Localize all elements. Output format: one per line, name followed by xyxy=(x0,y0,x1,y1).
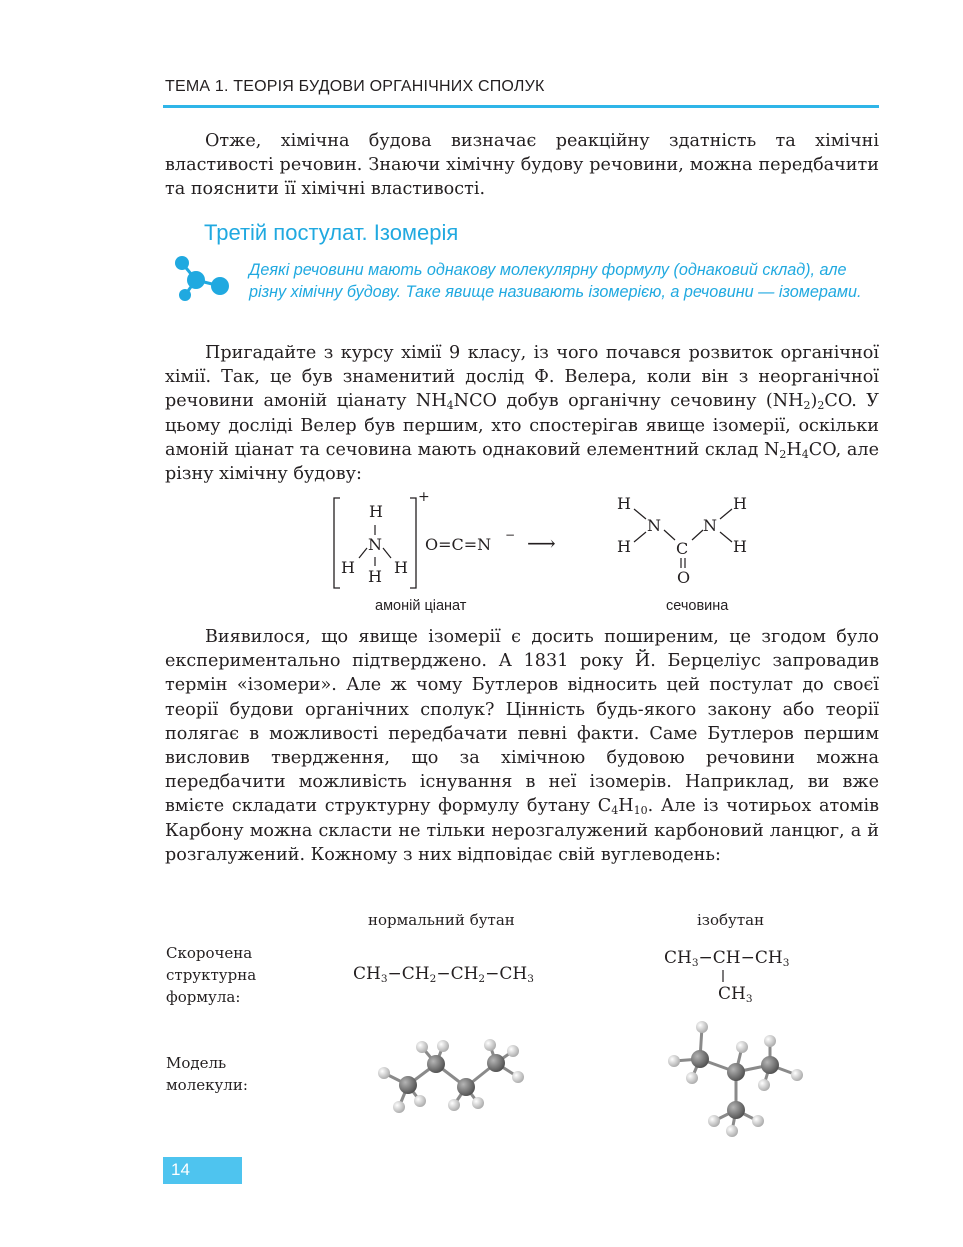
row-label-formula: Скорочена структурна формула: xyxy=(166,944,257,1006)
urea-h4: H xyxy=(733,537,747,556)
header-rule xyxy=(163,105,879,108)
isobutane-branch-bond xyxy=(718,968,728,984)
running-header: ТЕМА 1. ТЕОРІЯ БУДОВИ ОРГАНІЧНИХ СПОЛУК xyxy=(165,78,545,95)
isobutane-formula-main: $CH_3-CH-CH_3$ xyxy=(664,948,790,969)
intro-paragraph: Отже, хімічна будова визначає реакційну здатність та хімічні властивості речовин. Знаючи хімічну будову речовини, можна передбачити та пояснити її хімічні властивості. xyxy=(165,131,879,200)
n-butane-model xyxy=(370,1030,535,1120)
urea-n-left: N xyxy=(647,516,661,535)
isomerism-definition: Деякі речовини мають однакову молекулярну формулу (однаковий склад), але різну хімічну будову. Таке явище називають ізомерією, а речовини — ізомерами. xyxy=(249,261,862,301)
plus-charge: + xyxy=(418,489,430,505)
atom-n-ammonium: N xyxy=(368,535,382,554)
column-normal-butane: нормальний бутан xyxy=(368,911,515,929)
molecule-icon xyxy=(170,253,234,305)
atom-h-top: H xyxy=(369,502,383,521)
urea-h3: H xyxy=(733,494,747,513)
minus-charge: − xyxy=(505,528,516,542)
section-title: Третій постулат. Ізомерія xyxy=(204,220,459,245)
atom-h-left: H xyxy=(341,558,355,577)
cyanate-ion: O=C=N xyxy=(425,535,492,554)
berzelius-paragraph: Виявилося, що явище ізомерії є досить поширеним, це згодом було експериментально підтверджено. А 1831 року Й. Берцеліус запровадив термін «ізомери». Але ж чому Бутлеров відносить цей постулат до своєї теорії будови органічних сполук? Цінність будь-якого закону або теорії полягає в можливості передбачати певні факти. Саме Бутлеров першим висловив твердження, що за хімічною будовою речовини можна передбачити можливість існування в неї ізомерів. Наприклад, ви вже вмієте складати структурну формулу бутану $C_4H_{10}$. Але із чотирьох атомів Карбону можна скласти не тільки нерозгалужений карбоновий ланцюг, а й розгалужений. Кожному з них відповідає свій вуглеводень: xyxy=(165,627,879,865)
column-isobutane: ізобутан xyxy=(697,911,765,929)
wohler-paragraph: Пригадайте з курсу хімії 9 класу, із чого почався розвиток органічної хімії. Так, це був знаменитий дослід Ф. Велера, коли він з неорганічної речовини амоній ціанату $NH_4NCO$ добув органічну сечовину $(NH_2)_2CO$. У цьому досліді Велер був першим, хто спостерігав явище ізомерії, оскільки амоній ціанат та сечовина мають однаковий елементний склад $N_2H_4CO$, але різну хімічну будову: xyxy=(165,343,879,485)
reaction-arrow: ⟶ xyxy=(527,531,556,555)
page-number: 14 xyxy=(171,1160,190,1179)
urea-h1: H xyxy=(617,494,631,513)
urea-o: O xyxy=(677,568,691,587)
urea-c: C xyxy=(676,539,689,558)
urea-n-right: N xyxy=(703,516,717,535)
row-label-model: Модель молекули: xyxy=(166,1054,248,1094)
n-butane-formula: $CH_3-CH_2-CH_2-CH_3$ xyxy=(353,964,534,985)
isobutane-formula-branch: $CH_3$ xyxy=(718,984,753,1005)
urea-h2: H xyxy=(617,537,631,556)
atom-h-right: H xyxy=(394,558,408,577)
atom-h-bottom: H xyxy=(368,567,382,586)
ammonium-cyanate-label: амоній ціанат xyxy=(375,598,467,614)
isobutane-model xyxy=(660,1015,810,1140)
urea-label: сечовина xyxy=(666,598,729,614)
